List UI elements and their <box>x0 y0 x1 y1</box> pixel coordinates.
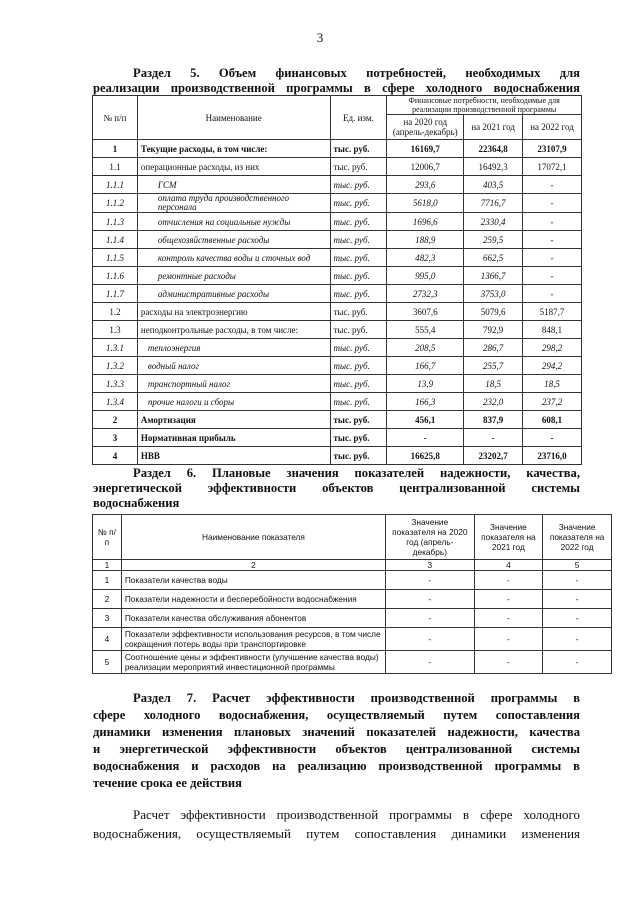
section6-title-line3: водоснабжения <box>93 496 180 510</box>
table-row <box>93 447 582 465</box>
cell-2020: 1696,6 <box>387 213 464 231</box>
cell-unit: тыс. руб. <box>330 213 387 231</box>
t6-colnum: 5 <box>543 560 612 571</box>
cell-unit: тыс. руб. <box>330 447 387 465</box>
table-row <box>93 357 582 375</box>
cell-num: 5 <box>93 651 122 674</box>
cell-2021: 22364,8 <box>464 140 523 158</box>
cell-2020: 2732,3 <box>387 285 464 303</box>
cell-2022: - <box>543 590 612 609</box>
t6-colnum: 2 <box>121 560 385 571</box>
cell-unit: тыс. руб. <box>330 303 387 321</box>
cell-2020: 12006,7 <box>387 158 464 176</box>
cell-num: 1.3.1 <box>93 339 138 357</box>
cell-name: ремонтные расходы <box>137 267 330 285</box>
cell-name: ГСМ <box>137 176 330 194</box>
cell-name: Соотношение цены и эффективности (улучшение качества воды) реализации мероприятий инвестиционной программы <box>121 651 385 674</box>
cell-2021: 1366,7 <box>464 267 523 285</box>
cell-2021: 403,5 <box>464 176 523 194</box>
cell-2022: 23716,0 <box>523 447 582 465</box>
cell-2021: 3753,0 <box>464 285 523 303</box>
cell-2020: 5618,0 <box>387 194 464 213</box>
cell-2022: - <box>523 285 582 303</box>
cell-2020: - <box>386 590 474 609</box>
cell-2021: 259,5 <box>464 231 523 249</box>
cell-2020: - <box>387 429 464 447</box>
t6-colnum: 4 <box>474 560 543 571</box>
cell-2022: 23107,9 <box>523 140 582 158</box>
section7-title <box>93 690 580 792</box>
table-row <box>93 267 582 285</box>
cell-2022: 5187,7 <box>523 303 582 321</box>
cell-2021: 232,0 <box>464 393 523 411</box>
cell-num: 1.2 <box>93 303 138 321</box>
cell-2022: 18,5 <box>523 375 582 393</box>
table-row <box>93 651 612 674</box>
cell-unit: тыс. руб. <box>330 321 387 339</box>
header-fin-group: Финансовые потребности, необходимые для реализации производственной программы <box>387 96 582 115</box>
cell-2020: - <box>386 571 474 590</box>
cell-2020: 293,6 <box>387 176 464 194</box>
cell-2021: 18,5 <box>464 375 523 393</box>
cell-name: транспортный налог <box>137 375 330 393</box>
t6-header-2022: Значение показателя на 2022 год <box>543 515 612 560</box>
table-row <box>93 303 582 321</box>
cell-2021: - <box>464 429 523 447</box>
cell-2020: 166,7 <box>387 357 464 375</box>
cell-unit: тыс. руб. <box>330 140 387 158</box>
cell-unit: тыс. руб. <box>330 375 387 393</box>
cell-name: административные расходы <box>137 285 330 303</box>
cell-name: расходы на электроэнергию <box>137 303 330 321</box>
cell-name: Амортизация <box>137 411 330 429</box>
cell-2021: 2330,4 <box>464 213 523 231</box>
section7-line: водоснабжения и расходов на реализацию производственной программы в <box>93 759 580 773</box>
cell-num: 1.1.3 <box>93 213 138 231</box>
table-row <box>93 176 582 194</box>
body-line1: Расчет эффективности производственной программы в сфере холодного <box>133 807 580 822</box>
header-2022: на 2022 год <box>523 115 582 140</box>
header-num: № п/п <box>93 96 138 140</box>
cell-2022: - <box>543 609 612 628</box>
cell-num: 1.3.3 <box>93 375 138 393</box>
cell-2020: 16169,7 <box>387 140 464 158</box>
cell-num: 1.1.4 <box>93 231 138 249</box>
t6-header-name: Наименование показателя <box>121 515 385 560</box>
table-row <box>93 429 582 447</box>
cell-2021: 837,9 <box>464 411 523 429</box>
cell-name: Показатели качества обслуживания абонентов <box>121 609 385 628</box>
cell-2020: 13,9 <box>387 375 464 393</box>
cell-2022: 237,2 <box>523 393 582 411</box>
cell-2020: 456,1 <box>387 411 464 429</box>
cell-2021: 7716,7 <box>464 194 523 213</box>
cell-2022: - <box>523 429 582 447</box>
cell-2022: - <box>523 194 582 213</box>
header-2020: на 2020 год (апрель-декабрь) <box>387 115 464 140</box>
cell-name: Текущие расходы, в том числе: <box>137 140 330 158</box>
t6-colnum: 3 <box>386 560 474 571</box>
section7-line: сфере холодного водоснабжения, осуществляемый путем сопоставления <box>93 708 580 722</box>
table-row <box>93 285 582 303</box>
cell-2021: - <box>474 628 543 651</box>
cell-name: НВВ <box>137 447 330 465</box>
cell-name: общехозяйственные расходы <box>137 231 330 249</box>
cell-name: прочие налоги и сборы <box>137 393 330 411</box>
cell-unit: тыс. руб. <box>330 393 387 411</box>
table-row <box>93 249 582 267</box>
section7-line: и энергетической эффективности объектов централизованной системы <box>93 742 580 756</box>
cell-2021: 5079,6 <box>464 303 523 321</box>
cell-2020: 555,4 <box>387 321 464 339</box>
cell-2020: 16625,8 <box>387 447 464 465</box>
cell-num: 1.3.2 <box>93 357 138 375</box>
cell-2022: 608,1 <box>523 411 582 429</box>
cell-name: Показатели качества воды <box>121 571 385 590</box>
cell-2021: 16492,3 <box>464 158 523 176</box>
indicators-table <box>92 514 612 674</box>
table-row <box>93 140 582 158</box>
cell-num: 1 <box>93 140 138 158</box>
section6-title-line2: энергетической эффективности объектов централизованной системы <box>93 481 580 495</box>
financial-needs-table <box>92 95 582 465</box>
cell-2022: 298,2 <box>523 339 582 357</box>
cell-2020: - <box>386 651 474 674</box>
t6-header-2020: Значение показателя на 2020 год (апрель-декабрь) <box>386 515 474 560</box>
header-name: Наименование <box>137 96 330 140</box>
cell-2022: - <box>543 571 612 590</box>
table-row <box>93 158 582 176</box>
cell-2020: - <box>386 609 474 628</box>
page-number: 3 <box>316 30 324 45</box>
cell-2022: 17072,1 <box>523 158 582 176</box>
cell-2020: 208,5 <box>387 339 464 357</box>
cell-2020: 166,3 <box>387 393 464 411</box>
cell-name: операционные расходы, из них <box>137 158 330 176</box>
cell-2022: - <box>523 267 582 285</box>
section6-title-line1: Раздел 6. Плановые значения показателей надежности, качества, <box>133 466 580 480</box>
cell-2021: - <box>474 590 543 609</box>
table-row <box>93 411 582 429</box>
table-row <box>93 590 612 609</box>
cell-unit: тыс. руб. <box>330 285 387 303</box>
cell-2021: 662,5 <box>464 249 523 267</box>
section7-line: динамики изменения плановых значений показателей надежности, качества <box>93 725 580 739</box>
cell-2022: - <box>523 213 582 231</box>
section7-line: течение срока ее действия <box>93 776 242 790</box>
table-row <box>93 609 612 628</box>
table-row <box>93 321 582 339</box>
cell-num: 1.3.4 <box>93 393 138 411</box>
cell-num: 1.1 <box>93 158 138 176</box>
cell-2022: - <box>543 651 612 674</box>
cell-2022: - <box>543 628 612 651</box>
cell-name: оплата труда производственного персонала <box>137 194 330 213</box>
cell-unit: тыс. руб. <box>330 429 387 447</box>
section7-line: Раздел 7. Расчет эффективности производственной программы в <box>133 691 580 705</box>
cell-num: 4 <box>93 447 138 465</box>
cell-2022: 294,2 <box>523 357 582 375</box>
cell-unit: тыс. руб. <box>330 357 387 375</box>
cell-2020: 482,3 <box>387 249 464 267</box>
section6-title <box>93 466 580 511</box>
cell-num: 1.1.7 <box>93 285 138 303</box>
cell-unit: тыс. руб. <box>330 194 387 213</box>
cell-unit: тыс. руб. <box>330 231 387 249</box>
cell-name: Нормативная прибыль <box>137 429 330 447</box>
cell-num: 1.1.6 <box>93 267 138 285</box>
table-row <box>93 628 612 651</box>
cell-num: 1 <box>93 571 122 590</box>
cell-2022: - <box>523 231 582 249</box>
cell-num: 4 <box>93 628 122 651</box>
cell-unit: тыс. руб. <box>330 249 387 267</box>
section5-title-line2: реализации производственной программы в сфере холодного водоснабжения <box>93 81 580 95</box>
body-line2: водоснабжения, осуществляемый путем сопоставления динамики изменения <box>93 826 580 841</box>
cell-num: 3 <box>93 609 122 628</box>
table-row <box>93 393 582 411</box>
section5-title <box>93 66 580 96</box>
cell-name: теплоэнергия <box>137 339 330 357</box>
cell-num: 2 <box>93 411 138 429</box>
cell-num: 1.1.1 <box>93 176 138 194</box>
t6-header-2021: Значение показателя на 2021 год <box>474 515 543 560</box>
header-unit: Ед. изм. <box>330 96 387 140</box>
cell-num: 3 <box>93 429 138 447</box>
cell-2020: 188,9 <box>387 231 464 249</box>
cell-num: 1.1.2 <box>93 194 138 213</box>
cell-2021: 23202,7 <box>464 447 523 465</box>
t6-header-num: № п/п <box>93 515 122 560</box>
cell-unit: тыс. руб. <box>330 176 387 194</box>
table-row <box>93 375 582 393</box>
cell-unit: тыс. руб. <box>330 339 387 357</box>
cell-name: неподконтрольные расходы, в том числе: <box>137 321 330 339</box>
cell-2021: 792,9 <box>464 321 523 339</box>
section5-title-line1: Раздел 5. Объем финансовых потребностей, необходимых для <box>133 66 580 80</box>
table-row <box>93 231 582 249</box>
cell-2020: 995,0 <box>387 267 464 285</box>
cell-num: 1.3 <box>93 321 138 339</box>
cell-num: 2 <box>93 590 122 609</box>
header-2021: на 2021 год <box>464 115 523 140</box>
cell-2021: 286,7 <box>464 339 523 357</box>
cell-2021: - <box>474 609 543 628</box>
cell-name: контроль качества воды и сточных вод <box>137 249 330 267</box>
t6-colnum: 1 <box>93 560 122 571</box>
cell-2022: 848,1 <box>523 321 582 339</box>
cell-name: отчисления на социальные нужды <box>137 213 330 231</box>
cell-name: Показатели надежности и бесперебойности водоснабжения <box>121 590 385 609</box>
cell-2021: - <box>474 571 543 590</box>
cell-num: 1.1.5 <box>93 249 138 267</box>
cell-2020: 3607,6 <box>387 303 464 321</box>
body-paragraph <box>93 805 580 843</box>
table-row <box>93 213 582 231</box>
table-row <box>93 339 582 357</box>
cell-unit: тыс. руб. <box>330 267 387 285</box>
table-row <box>93 194 582 213</box>
cell-2021: - <box>474 651 543 674</box>
cell-2021: 255,7 <box>464 357 523 375</box>
cell-name: водный налог <box>137 357 330 375</box>
cell-name: Показатели эффективности использования ресурсов, в том числе сокращения потерь воды при транспортировке <box>121 628 385 651</box>
cell-unit: тыс. руб. <box>330 411 387 429</box>
cell-unit: тыс. руб. <box>330 158 387 176</box>
cell-2022: - <box>523 249 582 267</box>
table-row <box>93 571 612 590</box>
cell-2020: - <box>386 628 474 651</box>
cell-2022: - <box>523 176 582 194</box>
